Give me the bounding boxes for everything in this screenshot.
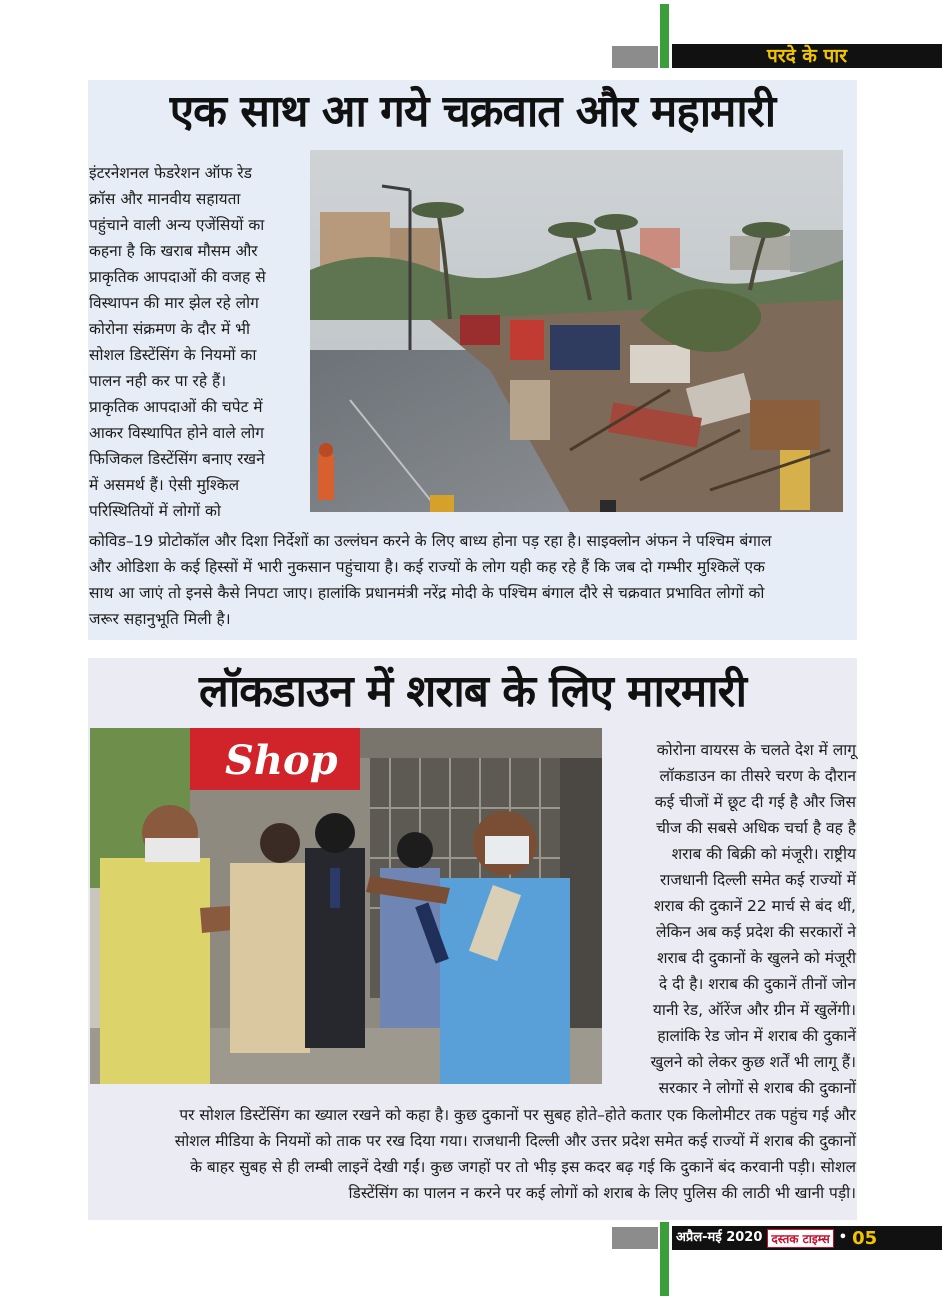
magazine-logo: दस्तक टाइम्स bbox=[767, 1229, 833, 1248]
article1-full-line: कोविड–19 प्रोटोकॉल और दिशा निर्देशों का उल्लंघन करने के लिए बाध्य होना पड़ रहा है। साइक्लोन अंफन ने पश्चिम बंगाल bbox=[89, 532, 772, 550]
article2-line: हालांकि रेड जोन में शराब की दुकानें bbox=[657, 1027, 856, 1045]
article2-line: दे दी है। शराब की दुकानें तीनों जोन bbox=[658, 975, 856, 993]
article1-line: कोरोना संक्रमण के दौर में भी bbox=[89, 320, 251, 338]
top-green-bar bbox=[660, 4, 669, 68]
article1-headline: एक साथ आ गये चक्रवात और महामारी bbox=[169, 86, 776, 137]
article2-full-line: डिस्टेंसिंग का पालन न करने पर कई लोगों को शराब के लिए पुलिस की लाठी भी खानी पड़ी। bbox=[348, 1184, 856, 1202]
article2-line: लेकिन अब कई प्रदेश की सरकारों ने bbox=[655, 923, 856, 941]
article2-full-line: के बाहर सुबह से ही लम्बी लाइनें देखी गईं। कुछ जगहों पर तो भीड़ इस कदर बढ़ गई कि दुकानें बंद करवानी पड़ी। सोशल bbox=[190, 1158, 856, 1176]
article2-line: शराब दी दुकानों के खुलने को मंजूरी bbox=[656, 949, 856, 967]
footer-gray-block bbox=[612, 1227, 658, 1249]
article2-line: चीज की सबसे अधिक चर्चा है वह है bbox=[656, 819, 856, 837]
article1-line: प्राकृतिक आपदाओं की वजह से bbox=[89, 268, 266, 286]
article2-right-column bbox=[606, 737, 856, 1101]
article2-line: कोरोना वायरस के चलते देश में लागू bbox=[656, 741, 856, 759]
cyclone-scene bbox=[310, 150, 843, 512]
article1-line: विस्थापन की मार झेल रहे लोग bbox=[89, 294, 259, 312]
section-label: परदे के पार bbox=[767, 45, 847, 67]
article2-line: यानी रेड, ऑरेंज और ग्रीन में खुलेंगी। bbox=[652, 1001, 856, 1019]
article2-line: शराब की बिक्री को मंजूरी। राष्ट्रीय bbox=[671, 845, 856, 863]
issue-date: अप्रैल-मई 2020 bbox=[676, 1230, 763, 1245]
article1-line: आकर विस्थापित होने वाले लोग bbox=[89, 424, 264, 442]
footer-bullet: • bbox=[838, 1230, 848, 1245]
article2-line: लॉकडाउन का तीसरे चरण के दौरान bbox=[659, 767, 856, 785]
shop-sign: Shop bbox=[225, 737, 338, 784]
liquor-shop-photo bbox=[90, 728, 602, 1084]
article2-line: सरकार ने लोगों से शराब की दुकानों bbox=[658, 1079, 856, 1097]
article1-body-full bbox=[89, 528, 854, 632]
article2-line: राजधानी दिल्ली समेत कई राज्यों में bbox=[659, 871, 856, 889]
article1-line: पहुंचाने वाली अन्य एजेंसियों का bbox=[89, 216, 265, 234]
article2-line: खुलने को लेकर कुछ शर्तें भी लागू हैं। bbox=[650, 1053, 856, 1071]
article1-full-line: जरूर सहानुभूति मिली है। bbox=[89, 610, 231, 628]
section-band bbox=[672, 44, 942, 68]
liquor-shop-scene bbox=[90, 728, 602, 1084]
footer-band bbox=[672, 1226, 942, 1250]
article1-line: इंटरनेशनल फेडरेशन ऑफ रेड bbox=[89, 164, 252, 182]
article2-headline: लॉकडाउन में शराब के लिए मारमारी bbox=[199, 666, 746, 717]
header-gray-block bbox=[612, 46, 658, 68]
article1-line: प्राकृतिक आपदाओं की चपेट में bbox=[89, 398, 263, 416]
article1-line: कहना है कि खराब मौसम और bbox=[89, 242, 258, 260]
article1-left-column bbox=[89, 160, 304, 524]
article1-line: क्रॉस और मानवीय सहायता bbox=[89, 190, 241, 208]
article1-line: सोशल डिस्टेंसिंग के नियमों का bbox=[89, 346, 257, 364]
article2-line: कई चीजों में छूट दी गई है और जिस bbox=[654, 793, 856, 811]
article2-body-full bbox=[89, 1102, 856, 1206]
article1-line: फिजिकल डिस्टेंसिंग बनाए रखने bbox=[89, 450, 265, 468]
article2-full-line: पर सोशल डिस्टेंसिंग का ख्याल रखने को कहा है। कुछ दुकानों पर सुबह होते–होते कतार एक किलोमीटर तक पहुंच गई और bbox=[179, 1106, 856, 1124]
article1-full-line: साथ आ जाएं तो इनसे कैसे निपटा जाए। हालांकि प्रधानमंत्री नरेंद्र मोदी के पश्चिम बंगाल दौरे से चक्रवात प्रभावित लोगों को bbox=[89, 584, 765, 602]
article1-full-line: और ओडिशा के कई हिस्सों में भारी नुकसान पहुंचाया है। कई राज्यों के लोग यही कह रहे हैं कि जब दो गम्भीर मुश्किलें एक bbox=[89, 558, 765, 576]
article1-line: पालन नही कर पा रहे हैं। bbox=[89, 372, 227, 390]
article1-line: परिस्थितियों में लोगों को bbox=[89, 502, 221, 520]
article2-line: शराब की दुकानें 22 मार्च से बंद थीं, bbox=[653, 897, 856, 915]
page-number: 05 bbox=[852, 1227, 878, 1249]
article1-line: में असमर्थ हैं। ऐसी मुश्किल bbox=[89, 476, 240, 494]
bottom-green-bar bbox=[660, 1222, 669, 1296]
cyclone-damage-photo bbox=[310, 150, 843, 512]
article2-full-line: सोशल मीडिया के नियमों को ताक पर रख दिया गया। राजधानी दिल्ली और उत्तर प्रदेश समेत कई राज्यों में शराब की दुकानों bbox=[174, 1132, 856, 1150]
